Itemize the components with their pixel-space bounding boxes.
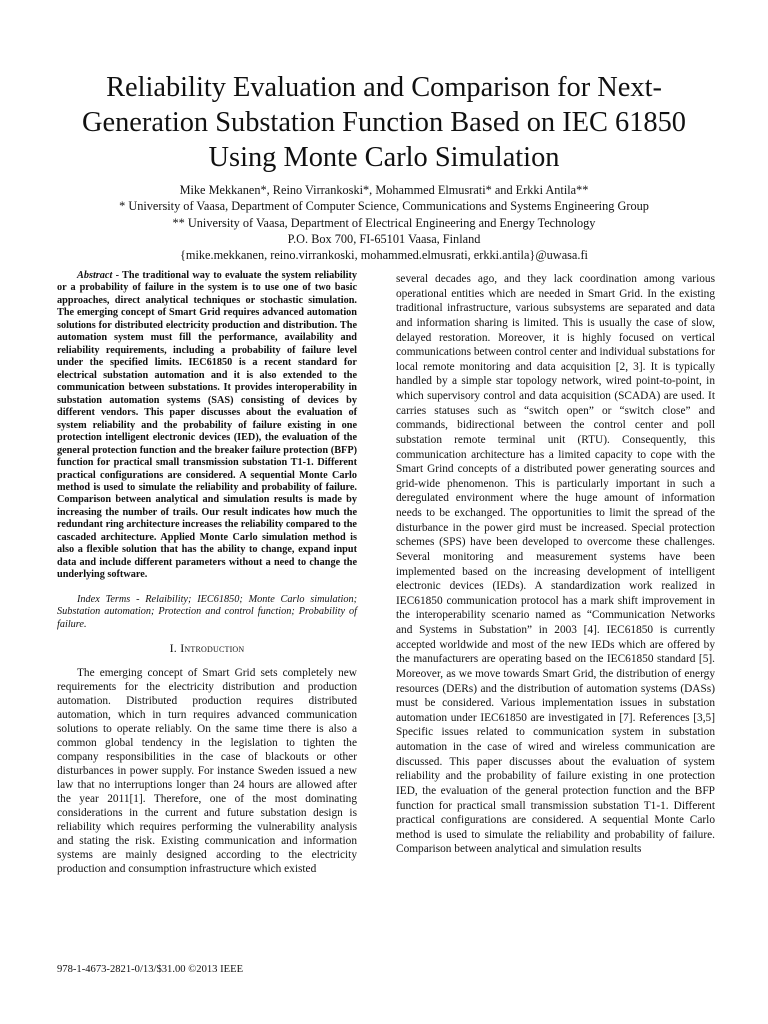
introduction-paragraph-left: The emerging concept of Smart Grid sets completely new requirements for the electricity distribution and production automation. Distributed production requires distributed automation, which in turn requires advanced communication solutions to operate reliably. On the same time there is also a common global tendency in the legislation to tighten the company responsibilities in the case of blackouts or other disturbances in power supply. For instance Sweden issued a new law that no interruptions longer than 24 hours are allowed after the year 2011[1]. Therefore, one of the most dominating considerations in the current and future substation design is reliability which requires performing the vulnerability analysis and stating the risk. Existing communication and information systems are mainly designed according to the electricity production and consumption infrastructure which existed [57, 667, 357, 875]
index-terms: Index Terms - Relaibility; IEC61850; Monte Carlo simulation; Substation automation; Protection and control function; Probability of failure. [57, 593, 357, 630]
left-column [57, 270, 357, 877]
affiliation-2: ** University of Vaasa, Department of Electrical Engineering and Energy Technology [172, 215, 596, 230]
section-number: I. [169, 640, 181, 655]
author-emails: {mike.mekkanen, reino.virrankoski, mohammed.elmusrati, erkki.antila}@uwasa.fi [180, 248, 588, 263]
right-column [396, 272, 715, 857]
abstract-label: Abstract [77, 270, 113, 281]
authors-block [60, 182, 708, 263]
author-names: Mike Mekkanen*, Reino Virrankoski*, Mohammed Elmusrati* and Erkki Antila** [179, 183, 589, 197]
abstract-body: The traditional way to evaluate the system reliability or a probability of failure in the system is to use one of two basic approaches, direct analytical techniques or stochastic simulation. The emerging concept of Smart Grid requires advanced automation solutions for distributed electricity production and distribution. The automation system must fill the performance, availability and reliability requirements, including a probability of failure level under the specified limits. IEC61850 is a recent standard for electrical substation automation and it is also extended to the communication between substations. It provides interoperability in substation automation systems (SAS) consisting of devices by different vendors. This paper discusses about the evaluation of system reliability and the probability of failure existing in one protection intelligent electronic devices (IED), the evaluation of the general protection function and the breaker failure protection (BFP) function for practical small transmission substation T1-1. Different practical configurations are considered. A sequential Monte Carlo method is used to simulate the reliability and probability of failure. Comparison between analytical and simulation results is made by increasing the number of trails. Our result indicates how much the redundant ring architecture increases the reliability compared to the cascaded architecture. Applied Monte Carlo simulation method is also a flexible solution that has the ability to change, expand input data and include different parameters without a need to change the underlying software. [57, 270, 357, 581]
title-line-3: Using Monte Carlo Simulation [208, 142, 560, 173]
copyright-footer: 978-1-4673-2821-0/13/$31.00 ©2013 IEEE [57, 964, 244, 975]
paper-title [40, 70, 728, 175]
introduction-paragraph-right: several decades ago, and they lack coordination among various operational entities which are needed in Smart Grid. In the existing traditional infrastructure, various subsystems are separated and data and information sharing is limited. This is usually the case of slow, delayed restoration. Moreover, it is highly focused on vertical communications between control center and individual substations for local remote monitoring and data acquisition [2, 3]. It is typically handled by a simple star topology network, wired point-to-point, in which supervisory control and data acquisition (SCADA) are used. It carries statuses such as “switch open” or “switch close” and commands, bidirectional between the control center and poll substation remote terminal unit (RTU). Consequently, this communication architecture has a limited capacity to cope with the Smart Grind concepts of a distributed power generating sources and grid-wide phenomenon. This is particularly important in such a deregulated environment where the huge amount of information needs to be exchanged. The opportunities to limit the spread of the disturbance in the power gird must be increased. Special protection schemes (SPS) have been developed to overcome these challenges. Several monitoring and measurement systems have been implemented based on the increasing development of intelligent electronic devices (IEDs). A standardization work realized in IEC61850 communication protocol has a mark shift improvement in the interoperability scenario named as “Communication Networks and Systems in Substation” in 2003 [4]. IEC61850 is currently accepted worldwide and most of the new IEDs which are offered by the manufacturers are operating based on the IEC61850 standard [5]. Moreover, as we move towards Smart Grid, the distribution of energy resources (DERs) and the distribution of automation systems (DASs) must be considered. Various implementation issues in substation automation under IEC61850 are investigated in [7]. References [3,5] Specific issues related to communication system in substation automation in the case of wired and wireless communication are discussed. This paper discusses about the evaluation of system reliability and the probability of failure existing in one protection IED, the evaluation of the general protection function and the BFP function for practical small transmission substation T1-1. Different practical configurations are considered. A sequential Monte Carlo method is used to simulate the reliability and probability of failure. Comparison between analytical and simulation results [396, 273, 715, 856]
title-line-2: Generation Substation Function Based on IEC 61850 [81, 107, 687, 138]
affiliation-1: * University of Vaasa, Department of Computer Science, Communications and Systems Engineering Group [119, 199, 649, 214]
abstract [57, 270, 357, 582]
title-line-1: Reliability Evaluation and Comparison for Next- [106, 72, 662, 103]
postal-address: P.O. Box 700, FI-65101 Vaasa, Finland [287, 231, 481, 246]
abstract-dash: - [112, 270, 123, 281]
section-title: Introduction [180, 640, 245, 655]
section-heading-introduction [57, 642, 357, 656]
